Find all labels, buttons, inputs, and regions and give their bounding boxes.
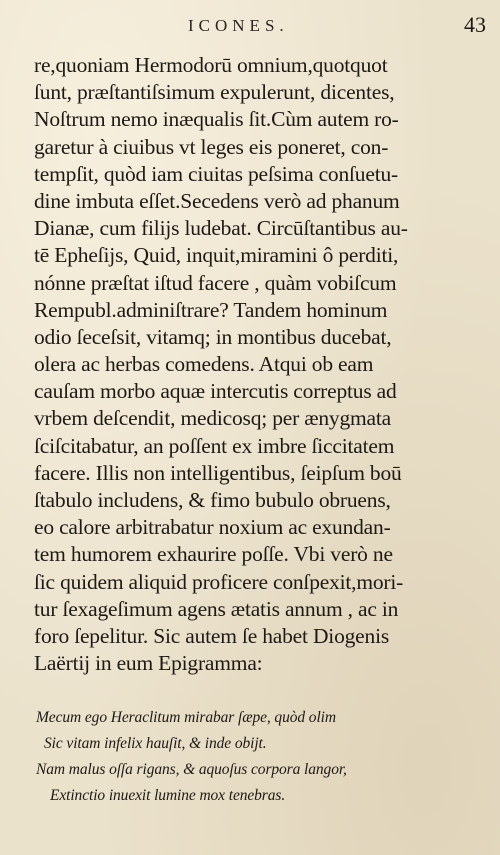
text-line: olera ac herbas comedens. Atqui ob eam [34, 352, 374, 377]
text-line: dine imbuta eſſet.Secedens verò ad phanum [34, 188, 400, 213]
body-text [34, 52, 474, 677]
running-head: ICONES. [188, 16, 289, 35]
text-line: ſciſcitabatur, an poſſent ex imbre ſiccitatem [34, 433, 395, 458]
text-line: ſunt, præſtantiſsimum expulerunt, dicentes, [34, 80, 395, 105]
page-header [0, 12, 500, 42]
text-line: ſic quidem aliquid proficere conſpexit,mori- [34, 569, 404, 594]
text-line: nónne præſtat iſtud facere , quàm vobiſcum [34, 270, 397, 295]
text-line: tē Epheſijs, Quid, inquit,miramini ô perditi, [34, 243, 399, 268]
page-number: 43 [464, 12, 486, 37]
text-line: Dianæ, cum filijs ludebat. Circūſtantibus au- [34, 216, 408, 241]
text-line: cauſam morbo aquæ intercutis correptus ad [34, 379, 397, 404]
text-line: odio ſeceſsit, vitamq; in montibus ducebat, [34, 324, 392, 349]
verse-line: Extinctio inuexit lumine mox tenebras. [50, 787, 286, 804]
text-line: vrbem deſcendit, medicosq; per ænygmata [34, 406, 391, 431]
text-line: re,quoniam Hermodorū omnium,quotquot [34, 53, 388, 77]
text-line: Rempubl.adminiſtrare? Tandem hominum [34, 297, 388, 322]
text-line: ſtabulo includens, & fimo bubulo obruens, [34, 488, 391, 512]
epigram-verses [36, 705, 476, 809]
text-line: tempſit, quòd iam ciuitas peſsima conſuetu- [34, 161, 398, 186]
text-line: tem humorem exhaurire poſſe. Vbi verò ne [34, 542, 393, 567]
text-line: foro ſepelitur. Sic autem ſe habet Diogenis [34, 623, 390, 648]
verse-line: Nam malus oſſa rigans, & aquoſus corpora langor, [36, 761, 347, 778]
verse-line: Mecum ego Heraclitum mirabar ſæpe, quòd olim [36, 709, 336, 726]
verse-line: Sic vitam infelix hauſit, & inde obijt. [44, 735, 267, 752]
text-line: garetur à ciuibus vt leges eis poneret, con- [34, 134, 389, 159]
text-line: tur ſexageſimum agens ætatis annum , ac in [34, 596, 399, 621]
text-line: facere. Illis non intelligentibus, ſeipſum boū [34, 460, 402, 485]
text-line: eo calore arbitrabatur noxium ac exundan- [34, 515, 391, 540]
text-line: Laërtij in eum Epigramma: [34, 651, 263, 676]
text-line: Noſtrum nemo inæqualis ſit.Cùm autem ro- [34, 107, 399, 132]
